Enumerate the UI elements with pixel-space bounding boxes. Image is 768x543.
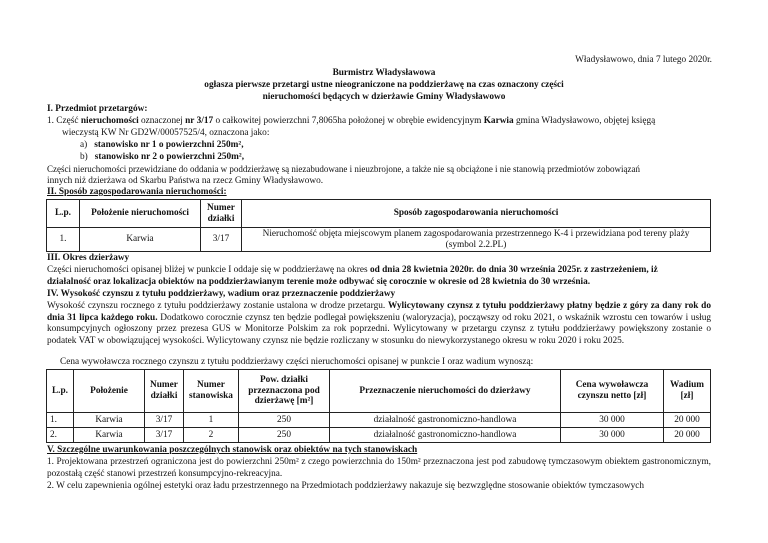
cell-location: Karwia [80,228,201,252]
col-header-land-use: Sposób zagospodarowania nieruchomości [242,200,711,228]
cell-lp: 1. [47,228,80,252]
col-header-plot-number: Numer działki [201,200,242,228]
text-run-bold: Karwia [483,116,514,126]
land-use-line-1: Nieruchomość objęta miejscowym planem zagospodarowania przestrzennego K-4 i przewidziana pod tereny plaży [262,228,690,239]
list-item-text: stanowisko nr 2 o powierzchni 250m², [94,152,245,162]
cell-stand-number: 2 [184,428,239,443]
col-header-location: Położenie nieruchomości [80,200,201,228]
section-5-heading: V. Szczególne uwarunkowania poszczególnych stanowisk oraz obiektów na tych stanowiskach [47,445,418,455]
text-run: Części nieruchomości opisanej bliżej w punkcie I oddaje się w poddzierżawę na okres [47,265,370,275]
section-1-note-2: innych niż dzierżawa od Skarbu Państwa na rzecz Gminy Władysławowo. [47,176,324,186]
table-row [47,228,711,252]
col-header-purpose: Przeznaczenie nieruchomości do dzierżawy [330,370,561,413]
cell-stand-number: 1 [184,413,239,428]
text-run: Dodatkowo corocznie czynsz ten będzie podlegał powiększeniu (waloryzacja), począwszy od roku 2021, o wskaźnik wzrostu cen towarów i usług konsumpcyjnych ogłoszony przez prezesa GUS w Monitorze Polskim za rok poprzedni. Wylicytowany w przetargu czynsz z tytułu poddzierżawy powiększony zostanie o podatek VAT w obowiązującej wysokości. Wylicytowany czynsz nie będzie rozliczany w stosunku do niewykorzystanego okresu w roku 2020 i roku 2025. [47,312,711,346]
cell-starting-price: 30 000 [561,428,664,443]
cell-plot-number: 3/17 [145,413,184,428]
section-5-paragraph-2: 2. W celu zapewnienia ogólnej estetyki oraz ładu przestrzennego na Przedmiotach poddzierżawy nakazuje się bezwzględne stosowanie obiektów tymczasowych [47,481,645,491]
text-run-bold: nr 3/17 [185,116,214,126]
cell-purpose: działalność gastronomiczno-handlowa [330,428,561,443]
text-run: Wysokość czynszu rocznego z tytułu poddzierżawy zostanie ustalona w drodze przetargu. [47,301,388,311]
text-run: o całkowitej powierzchni 7,8065ha położonej w obrębie ewidencyjnym [213,116,484,126]
cell-lp: 1. [47,413,74,428]
table-row [47,413,711,428]
section-4-intro: Cena wywoławcza rocznego czynszu z tytułu poddzierżawy części nieruchomości opisanej w punkcie I oraz wadium wynoszą: [60,357,534,367]
col-header-lp: L.p. [47,200,80,228]
land-use-table [46,199,711,252]
cell-land-use [242,228,711,252]
list-item-text: stanowisko nr 1 o powierzchni 250m², [94,140,244,150]
col-header-area: Pow. działki przeznaczona pod dzierżawę [m²] [239,370,330,413]
section-3-heading: III. Okres dzierżawy [47,253,130,263]
text-run-bold: od dnia 28 kwietnia 2020r. do dnia 30 września 2025r [369,265,580,275]
text-run-bold: nieruchomości [80,116,139,126]
cell-area: 250 [239,413,330,428]
text-run: gmina Władysławowo, objętej księgą [513,116,656,126]
col-header-lp: L.p. [47,370,74,413]
table-header-row [47,370,711,413]
col-header-starting-price: Cena wywoławcza czynszu netto [zł] [561,370,664,413]
section-1-note-1: Części nieruchomości przewidziane do oddania w poddzierżawę są niezabudowane i nieuzbrojone, a także nie są obciążone i nie stanowią przedmiotów zobowiązań [47,164,641,174]
list-marker: a) [80,140,88,150]
col-header-location: Położenie [74,370,145,413]
land-use-line-2: (symbol 2.2.PL) [445,239,507,250]
text-run-bold: Wylicytowany czynsz z tytułu poddzierżawy płatny będzie z góry za dany rok do dnia 31 lipca każdego roku. [47,301,711,323]
list-item-a [80,140,244,152]
cell-plot-number: 3/17 [201,228,242,252]
place-date: Władysławowo, dnia 7 lutego 2020r. [575,55,712,65]
cell-deposit: 20 000 [664,413,711,428]
cell-purpose: działalność gastronomiczno-handlowa [330,413,561,428]
col-header-plot-number: Numer działki [145,370,184,413]
announcement-subtitle-1: ogłasza pierwsze przetargi ustne nieograniczone na poddzierżawę na czas oznaczony części [204,80,564,90]
announcement-subtitle-2: nieruchomości będących w dzierżawie Gminy Władysławowo [262,92,506,102]
cell-lp: 2. [47,428,74,443]
section-1-line-2: wieczystą KW Nr GD2W/00057525/4, oznaczona jako: [62,128,270,138]
section-4-heading: IV. Wysokość czynszu z tytułu poddzierżawy, wadium oraz przeznaczenie poddzierżawy [47,289,396,299]
col-header-deposit: Wadium [zł] [664,370,711,413]
cell-deposit: 20 000 [664,428,711,443]
section-1-heading: I. Przedmiot przetargów: [47,104,148,114]
section-3-line-2: działalność oraz lokalizacja obiektów na poddzierżawianym terenie może odbywać się corocznie w okresie od 28 kwietnia do 30 września. [47,277,591,287]
cell-starting-price: 30 000 [561,413,664,428]
table-row [47,428,711,443]
section-3-line-1 [47,265,658,277]
cell-location: Karwia [74,413,145,428]
section-1-line-1 [47,116,655,128]
cell-area: 250 [239,428,330,443]
list-marker: b) [80,152,88,162]
table-header-row [47,200,711,228]
col-header-stand-number: Numer stanowiska [184,370,239,413]
section-5-paragraph-1: 1. Projektowana przestrzeń ograniczona jest do powierzchni 250m² z czego powierzchnia do 150m² przeznaczona jest pod zabudowę tymczasowym obiektem gastronomicznym, pozostałą część stanowi przestrzeń konsumpcyjno-rekreacyjna. [47,457,711,479]
section-4-paragraph [47,301,711,359]
cell-location: Karwia [74,428,145,443]
cell-plot-number: 3/17 [145,428,184,443]
announcement-title: Burmistrz Władysławowa [332,68,436,78]
text-run-bold: . z zastrzeżeniem, iż [579,265,658,275]
list-item-b [80,152,244,164]
text-run: oznaczonej [138,116,186,126]
section-2-heading: II. Sposób zagospodarowania nieruchomości: [47,187,227,197]
pricing-table [46,369,711,443]
text-run: 1. Część [47,116,81,126]
